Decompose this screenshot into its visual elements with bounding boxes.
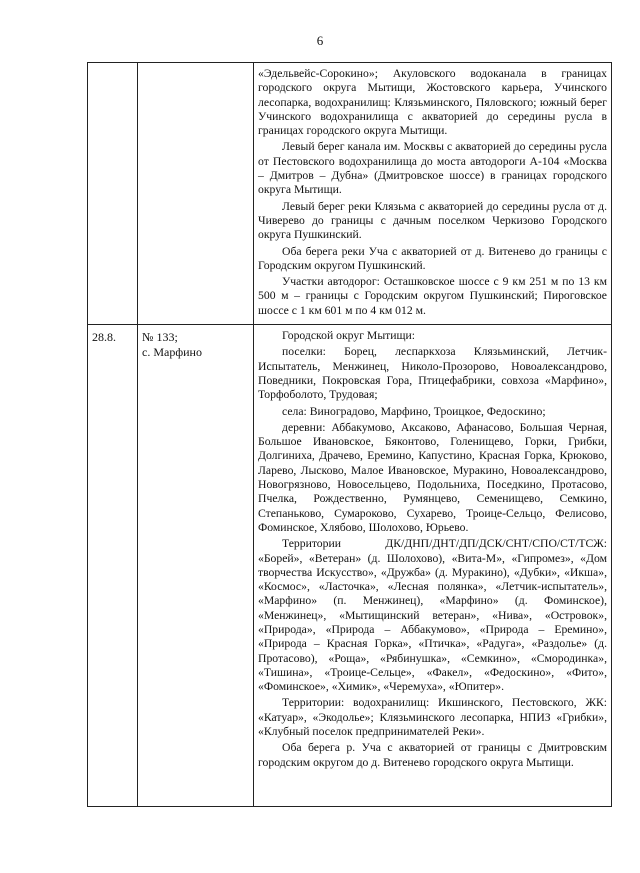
row-number bbox=[88, 63, 138, 325]
row-place bbox=[138, 325, 254, 807]
row-number: 28.8. bbox=[88, 325, 138, 807]
place-line: № 133; bbox=[142, 330, 178, 345]
description-paragraph: поселки: Борец, леспаркхоза Клязьминский, Летчик-Испытатель, Менжинец, Николо-Прозорово, Новоалександрово, Поведники, Покровская Гора, Птицефабрики, совхоза «Марфино», Торфоболото, Трудовая; bbox=[258, 345, 607, 402]
table-row bbox=[88, 63, 612, 325]
row-description bbox=[254, 325, 612, 807]
description-paragraph: Городской округ Мытищи: bbox=[282, 329, 416, 343]
table-row bbox=[88, 325, 612, 807]
description-paragraph: Оба берега реки Уча с акваторией от д. Витенево до границы с Городским округом Пушкинский. bbox=[258, 244, 607, 272]
row-place bbox=[138, 63, 254, 325]
settlements-table bbox=[87, 62, 612, 807]
description-paragraph: Территории ДК/ДНП/ДНТ/ДП/ДСК/СНТ/СПО/СТ/ТСЖ: «Борей», «Ветеран» (д. Шолохово), «Вита-М», «Гипромез», «Дом творчества Искусство», «Дружба» (д. Муракино), «Дубки», «Икша», «Космос», «Ласточка», «Лесная полянка», «Летчик-испытатель», «Марфино» (п. Менжинец), «Марфино» (д. Фоминское), «Менжинец», «Мытищинский ветеран», «Нива», «Островок», «Природа», «Природа – Аббакумово», «Природа – Еремино», «Природа – Красная Горка», «Птичка», «Радуга», «Раздолье» (д. Протасово), «Роща», «Рябинушка», «Семкино», «Смородинка», «Тишина», «Троице-Сельце», «Факел», «Федоскино», «Фито», «Фоминское», «Химик», «Черемуха», «Юпитер». bbox=[258, 537, 607, 694]
description-paragraph: Территории: водохранилищ: Икшинского, Пестовского, ЖК: «Катуар», «Экодолье»; Клязьминского лесопарка, НПИЗ «Грибки», «Клубный поселок предпринимателей Реки». bbox=[258, 696, 607, 739]
row-description bbox=[254, 63, 612, 325]
description-paragraph: села: Виноградово, Марфино, Троицкое, Федоскино; bbox=[282, 404, 546, 418]
page-number: 6 bbox=[316, 33, 324, 48]
description-paragraph: «Эдельвейс-Сорокино»; Акуловского водоканала в границах городского округа Мытищи, Жостовского карьера, Учинского лесопарка, водохранилищ: Клязьминского, Пяловского; южный берег Учинского водохранилища с акваторией до середины русла в границах городского округа Мытищи. bbox=[258, 67, 607, 138]
description-paragraph: деревни: Аббакумово, Аксаково, Афанасово, Большая Черная, Большое Ивановское, Бяконтово, Голенищево, Горки, Грибки, Долгиниха, Драчево, Еремино, Капустино, Красная Горка, Крюково, Ларево, Лысково, Малое Ивановское, Муракино, Новоалександрово, Новогрязново, Новосельцево, Подольниха, Поседкино, Протасово, Пчелка, Рождественно, Румянцево, Семенищево, Семкино, Степаньково, Сумароково, Сухарево, Троице-Сельцо, Фелисово, Фоминское, Хлябово, Шолохово, Юрьево. bbox=[258, 420, 607, 534]
description-paragraph: Левый берег реки Клязьма с акваторией до середины русла от д. Чиверево до границы с дачным поселком Черкизово Городского округа Пушкинский. bbox=[258, 199, 607, 242]
description-paragraph: Левый берег канала им. Москвы с акваторией до середины русла от Пестовского водохранилища до моста автодороги А-104 «Москва – Дмитров – Дубна» (Дмитровское шоссе) в границах городского округа Мытищи. bbox=[258, 140, 607, 197]
description-paragraph: Оба берега р. Уча с акваторией от границы с Дмитровским городским округом до д. Витенево городского округа Мытищи. bbox=[258, 741, 607, 769]
description-paragraph: Участки автодорог: Осташковское шоссе с 9 км 251 м по 13 км 500 м – границы с Городским округом Пушкинский; Пироговское шоссе с 1 км 601 м по 4 км 012 м. bbox=[258, 275, 607, 317]
place-line: с. Марфино bbox=[142, 344, 202, 359]
